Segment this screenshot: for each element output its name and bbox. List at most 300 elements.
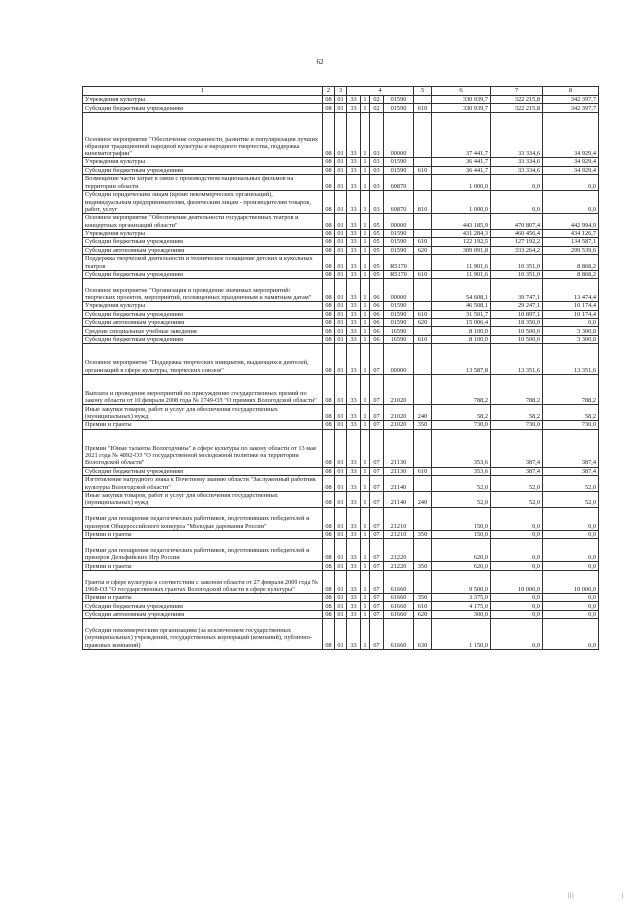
table-row <box>83 104 599 112</box>
subprogram-code: 1 <box>361 319 370 327</box>
amount-year-2: 33 334,6 <box>491 112 543 157</box>
section-code: 08 <box>323 310 335 318</box>
subsection-code: 01 <box>335 467 347 475</box>
table-row <box>83 327 599 335</box>
section-code: 08 <box>323 429 335 467</box>
amount-year-2: 18 350,0 <box>491 319 543 327</box>
section-code: 08 <box>323 610 335 618</box>
section-code: 08 <box>323 335 335 343</box>
section-code: 08 <box>323 327 335 335</box>
amount-year-1: 620,0 <box>432 562 491 570</box>
amount-year-3: 3 300,0 <box>543 327 599 335</box>
subprogram-code: 1 <box>361 310 370 318</box>
program-code: 33 <box>347 254 361 270</box>
event-code: 07 <box>370 467 384 475</box>
direction-code: 16590 <box>384 335 414 343</box>
amount-year-3: 58,2 <box>543 405 599 421</box>
event-code: 02 <box>370 96 384 104</box>
section-code: 08 <box>323 302 335 310</box>
amount-year-3: 0,0 <box>543 507 599 530</box>
expense-type-code <box>414 570 432 593</box>
amount-year-3: 34 929,4 <box>543 158 599 166</box>
amount-year-1: 330 939,7 <box>432 104 491 112</box>
expense-type-code <box>414 374 432 405</box>
subsection-code: 01 <box>335 302 347 310</box>
section-code: 08 <box>323 344 335 375</box>
table-row <box>83 166 599 174</box>
header-cell: 2 <box>323 87 335 96</box>
amount-year-2: 39 747,1 <box>491 279 543 302</box>
program-code: 33 <box>347 327 361 335</box>
row-name: Субсидии бюджетным учреждениям <box>83 310 323 318</box>
event-code: 06 <box>370 327 384 335</box>
event-code: 07 <box>370 405 384 421</box>
header-cell: 3 <box>335 87 347 96</box>
event-code: 05 <box>370 270 384 278</box>
amount-year-2: 470 807,4 <box>491 213 543 229</box>
amount-year-3: 442 994,9 <box>543 213 599 229</box>
amount-year-1: 13 587,8 <box>432 344 491 375</box>
amount-year-2: 58,2 <box>491 405 543 421</box>
expense-type-code <box>414 279 432 302</box>
subsection-code: 01 <box>335 344 347 375</box>
direction-code: 01590 <box>384 166 414 174</box>
event-code: 05 <box>370 246 384 254</box>
subprogram-code: 1 <box>361 405 370 421</box>
program-code: 33 <box>347 562 361 570</box>
expense-type-code <box>414 327 432 335</box>
section-code: 08 <box>323 562 335 570</box>
row-name: Премии и гранты <box>83 562 323 570</box>
amount-year-2: 52,0 <box>491 476 543 492</box>
program-code: 33 <box>347 491 361 507</box>
event-code: 07 <box>370 610 384 618</box>
subprogram-code: 1 <box>361 619 370 650</box>
subprogram-code: 1 <box>361 539 370 562</box>
amount-year-2: 322 215,8 <box>491 104 543 112</box>
table-row <box>83 270 599 278</box>
row-name: Основное мероприятие "Поддержка творческих инициатив, выдающихся деятелей, организаций в сфере культуры, творческих союзов" <box>83 344 323 375</box>
amount-year-2: 10 351,0 <box>491 254 543 270</box>
amount-year-1: 11 901,6 <box>432 254 491 270</box>
event-code: 03 <box>370 158 384 166</box>
amount-year-2: 10 897,1 <box>491 310 543 318</box>
row-name: Возмещение части затрат в связи с производством национальных фильмов на территории области <box>83 174 323 190</box>
direction-code: 61660 <box>384 619 414 650</box>
amount-year-1: 788,2 <box>432 374 491 405</box>
amount-year-3: 10 174,4 <box>543 310 599 318</box>
subprogram-code: 1 <box>361 507 370 530</box>
program-code: 33 <box>347 190 361 213</box>
row-name: Субсидии бюджетным учреждениям <box>83 104 323 112</box>
subsection-code: 01 <box>335 254 347 270</box>
section-code: 08 <box>323 229 335 237</box>
program-code: 33 <box>347 421 361 429</box>
subprogram-code: 1 <box>361 254 370 270</box>
amount-year-2: 333 264,2 <box>491 246 543 254</box>
program-code: 33 <box>347 310 361 318</box>
subsection-code: 01 <box>335 96 347 104</box>
table-row <box>83 570 599 593</box>
amount-year-3: 10 174,4 <box>543 302 599 310</box>
program-code: 33 <box>347 405 361 421</box>
subsection-code: 01 <box>335 158 347 166</box>
amount-year-3: 0,0 <box>543 190 599 213</box>
subsection-code: 01 <box>335 166 347 174</box>
program-code: 33 <box>347 270 361 278</box>
table-row <box>83 610 599 618</box>
section-code: 08 <box>323 104 335 112</box>
direction-code: 21220 <box>384 539 414 562</box>
direction-code: 01590 <box>384 96 414 104</box>
table-row <box>83 158 599 166</box>
amount-year-1: 54 608,1 <box>432 279 491 302</box>
direction-code: 16590 <box>384 327 414 335</box>
subprogram-code: 1 <box>361 562 370 570</box>
amount-year-3: 0,0 <box>543 319 599 327</box>
expense-type-code: 620 <box>414 246 432 254</box>
subprogram-code: 1 <box>361 491 370 507</box>
event-code: 03 <box>370 166 384 174</box>
subsection-code: 01 <box>335 112 347 157</box>
subsection-code: 01 <box>335 335 347 343</box>
amount-year-1: 353,6 <box>432 429 491 467</box>
subsection-code: 01 <box>335 405 347 421</box>
table-row <box>83 562 599 570</box>
row-name: Субсидии бюджетным учреждениям <box>83 166 323 174</box>
amount-year-3: 8 868,2 <box>543 254 599 270</box>
event-code: 06 <box>370 335 384 343</box>
amount-year-3: 0,0 <box>543 562 599 570</box>
program-code: 33 <box>347 319 361 327</box>
program-code: 33 <box>347 166 361 174</box>
table-row <box>83 238 599 246</box>
amount-year-2: 460 456,4 <box>491 229 543 237</box>
expense-type-code <box>414 96 432 104</box>
amount-year-3: 10 000,0 <box>543 570 599 593</box>
section-code: 08 <box>323 279 335 302</box>
subsection-code: 01 <box>335 476 347 492</box>
amount-year-2: 0,0 <box>491 174 543 190</box>
direction-code: 01590 <box>384 229 414 237</box>
section-code: 08 <box>323 166 335 174</box>
expense-type-code: 350 <box>414 562 432 570</box>
program-code: 33 <box>347 229 361 237</box>
row-name: Учреждения культуры <box>83 229 323 237</box>
amount-year-2: 387,4 <box>491 467 543 475</box>
event-code: 02 <box>370 104 384 112</box>
amount-year-3: 134 587,1 <box>543 238 599 246</box>
program-code: 33 <box>347 429 361 467</box>
row-name: Субсидии бюджетным учреждениям <box>83 270 323 278</box>
row-name: Субсидии бюджетным учреждениям <box>83 238 323 246</box>
row-name: Субсидии автономным учреждениям <box>83 246 323 254</box>
subsection-code: 01 <box>335 570 347 593</box>
amount-year-2: 29 247,1 <box>491 302 543 310</box>
amount-year-2: 0,0 <box>491 530 543 538</box>
amount-year-3: 730,0 <box>543 421 599 429</box>
expense-type-code <box>414 112 432 157</box>
expense-type-code <box>414 344 432 375</box>
event-code: 07 <box>370 619 384 650</box>
amount-year-2: 52,0 <box>491 491 543 507</box>
direction-code: 00000 <box>384 279 414 302</box>
subsection-code: 01 <box>335 491 347 507</box>
subprogram-code: 1 <box>361 530 370 538</box>
expense-type-code: 610 <box>414 270 432 278</box>
section-code: 08 <box>323 602 335 610</box>
subprogram-code: 1 <box>361 270 370 278</box>
section-code: 08 <box>323 174 335 190</box>
row-name: Гранты в сфере культуры в соответствии с законом области от 27 февраля 2009 года № 1968-ОЗ "О государственных грантах Вологодской области в сфере культуры" <box>83 570 323 593</box>
row-name: Субсидии бюджетным учреждениям <box>83 467 323 475</box>
row-name: Субсидии автономным учреждениям <box>83 319 323 327</box>
direction-code: 01590 <box>384 302 414 310</box>
subprogram-code: 1 <box>361 593 370 601</box>
program-code: 33 <box>347 112 361 157</box>
amount-year-3: 0,0 <box>543 530 599 538</box>
subsection-code: 01 <box>335 593 347 601</box>
program-code: 33 <box>347 374 361 405</box>
header-cell: 7 <box>491 87 543 96</box>
row-name: Поддержка творческой деятельности и техническое оснащение детских и кукольных театров <box>83 254 323 270</box>
page-number: 62 <box>316 58 324 66</box>
program-code: 33 <box>347 619 361 650</box>
event-code: 03 <box>370 190 384 213</box>
section-code: 08 <box>323 246 335 254</box>
expense-type-code <box>414 302 432 310</box>
expense-type-code: 610 <box>414 166 432 174</box>
program-code: 33 <box>347 104 361 112</box>
program-code: 33 <box>347 335 361 343</box>
expense-type-code <box>414 254 432 270</box>
section-code: 08 <box>323 319 335 327</box>
event-code: 03 <box>370 112 384 157</box>
table-row <box>83 279 599 302</box>
amount-year-3: 52,0 <box>543 476 599 492</box>
direction-code: R5170 <box>384 254 414 270</box>
subsection-code: 01 <box>335 539 347 562</box>
subsection-code: 01 <box>335 319 347 327</box>
amount-year-2: 10 351,0 <box>491 270 543 278</box>
expense-type-code: 350 <box>414 421 432 429</box>
section-code: 08 <box>323 213 335 229</box>
expense-type-code <box>414 539 432 562</box>
amount-year-1: 620,0 <box>432 539 491 562</box>
subprogram-code: 1 <box>361 229 370 237</box>
amount-year-2: 10 500,0 <box>491 335 543 343</box>
table-body <box>83 87 599 650</box>
row-name: Премии для поощрения педагогических работников, подготовивших победителей и призеров Общероссийского конкурса "Молодые дарования России" <box>83 507 323 530</box>
subprogram-code: 1 <box>361 246 370 254</box>
header-cell: 1 <box>83 87 323 96</box>
amount-year-1: 309 091,8 <box>432 246 491 254</box>
subsection-code: 01 <box>335 602 347 610</box>
program-code: 33 <box>347 302 361 310</box>
section-code: 08 <box>323 619 335 650</box>
expense-type-code <box>414 476 432 492</box>
row-name: Премии и гранты <box>83 530 323 538</box>
row-name: Премии "Юные таланты Вологодчины" в сфере культуры по закону области от 13 мая 2021 года № 4892-ОЗ "О государственной молодежной политике на территории Вологодской области" <box>83 429 323 467</box>
amount-year-1: 431 284,3 <box>432 229 491 237</box>
amount-year-1: 8 100,0 <box>432 327 491 335</box>
expense-type-code: 610 <box>414 104 432 112</box>
amount-year-1: 58,2 <box>432 405 491 421</box>
row-name: Учреждения культуры <box>83 158 323 166</box>
direction-code: 21220 <box>384 562 414 570</box>
expense-type-code <box>414 429 432 467</box>
event-code: 05 <box>370 238 384 246</box>
amount-year-3: 0,0 <box>543 619 599 650</box>
amount-year-2: 788,2 <box>491 374 543 405</box>
expense-type-code: 610 <box>414 335 432 343</box>
table-row <box>83 593 599 601</box>
table-row <box>83 335 599 343</box>
amount-year-1: 1 150,0 <box>432 619 491 650</box>
subsection-code: 01 <box>335 229 347 237</box>
amount-year-3: 0,0 <box>543 593 599 601</box>
row-name: Субсидии бюджетным учреждениям <box>83 335 323 343</box>
expense-type-code: 620 <box>414 610 432 618</box>
amount-year-2: 10 000,0 <box>491 570 543 593</box>
amount-year-2: 730,0 <box>491 421 543 429</box>
subprogram-code: 1 <box>361 374 370 405</box>
table-row <box>83 96 599 104</box>
subprogram-code: 1 <box>361 610 370 618</box>
subprogram-code: 1 <box>361 467 370 475</box>
event-code: 07 <box>370 562 384 570</box>
subprogram-code: 1 <box>361 213 370 229</box>
section-code: 08 <box>323 467 335 475</box>
table-header-row <box>83 87 599 96</box>
direction-code: 00000 <box>384 112 414 157</box>
section-code: 08 <box>323 593 335 601</box>
subprogram-code: 1 <box>361 602 370 610</box>
section-code: 08 <box>323 190 335 213</box>
table-row <box>83 319 599 327</box>
amount-year-1: 122 192,5 <box>432 238 491 246</box>
amount-year-2: 387,4 <box>491 429 543 467</box>
table-row <box>83 405 599 421</box>
row-name: Основное мероприятие "Обеспечение сохранности, развитие и популяризация лучших образцов традиционной народной культуры и народного творчества, поддержка кинематографии" <box>83 112 323 157</box>
event-code: 05 <box>370 229 384 237</box>
event-code: 07 <box>370 421 384 429</box>
expense-type-code <box>414 213 432 229</box>
amount-year-1: 37 441,7 <box>432 112 491 157</box>
table-row <box>83 254 599 270</box>
program-code: 33 <box>347 174 361 190</box>
amount-year-2: 10 500,0 <box>491 327 543 335</box>
expense-type-code: 610 <box>414 602 432 610</box>
amount-year-2: 0,0 <box>491 562 543 570</box>
direction-code: 01590 <box>384 238 414 246</box>
subsection-code: 01 <box>335 421 347 429</box>
program-code: 33 <box>347 507 361 530</box>
subsection-code: 01 <box>335 327 347 335</box>
table-row <box>83 174 599 190</box>
event-code: 07 <box>370 507 384 530</box>
direction-code: 01590 <box>384 158 414 166</box>
event-code: 06 <box>370 279 384 302</box>
amount-year-3: 34 929,4 <box>543 166 599 174</box>
direction-code: 21140 <box>384 476 414 492</box>
subprogram-code: 1 <box>361 190 370 213</box>
amount-year-3: 299 539,6 <box>543 246 599 254</box>
amount-year-3: 387,4 <box>543 467 599 475</box>
header-cell: 8 <box>543 87 599 96</box>
direction-code: 21020 <box>384 374 414 405</box>
section-code: 08 <box>323 491 335 507</box>
expense-type-code: 240 <box>414 405 432 421</box>
row-name: Иные закупки товаров, работ и услуг для обеспечения государственных (муниципальных) нужд <box>83 491 323 507</box>
amount-year-1: 443 185,9 <box>432 213 491 229</box>
expense-type-code: 240 <box>414 491 432 507</box>
program-code: 33 <box>347 279 361 302</box>
table-row <box>83 530 599 538</box>
header-cell: 5 <box>414 87 432 96</box>
event-code: 07 <box>370 539 384 562</box>
amount-year-1: 9 500,0 <box>432 570 491 593</box>
section-code: 08 <box>323 270 335 278</box>
amount-year-2: 0,0 <box>491 190 543 213</box>
subsection-code: 01 <box>335 530 347 538</box>
expense-type-code <box>414 229 432 237</box>
section-code: 08 <box>323 112 335 157</box>
program-code: 33 <box>347 246 361 254</box>
amount-year-3: 434 126,7 <box>543 229 599 237</box>
row-name: Субсидии автономным учреждениям <box>83 610 323 618</box>
direction-code: 21140 <box>384 491 414 507</box>
subsection-code: 01 <box>335 174 347 190</box>
table-row <box>83 429 599 467</box>
subsection-code: 01 <box>335 610 347 618</box>
subprogram-code: 1 <box>361 302 370 310</box>
direction-code: 60870 <box>384 190 414 213</box>
direction-code: 61660 <box>384 610 414 618</box>
table-row <box>83 539 599 562</box>
subprogram-code: 1 <box>361 344 370 375</box>
expense-type-code <box>414 158 432 166</box>
table-row <box>83 374 599 405</box>
amount-year-3: 0,0 <box>543 602 599 610</box>
subprogram-code: 1 <box>361 174 370 190</box>
direction-code: 01590 <box>384 104 414 112</box>
amount-year-1: 353,6 <box>432 467 491 475</box>
amount-year-1: 11 901,6 <box>432 270 491 278</box>
event-code: 07 <box>370 602 384 610</box>
subsection-code: 01 <box>335 279 347 302</box>
subprogram-code: 1 <box>361 104 370 112</box>
amount-year-2: 13 351,6 <box>491 344 543 375</box>
table-row <box>83 344 599 375</box>
program-code: 33 <box>347 344 361 375</box>
direction-code: 01590 <box>384 319 414 327</box>
program-code: 33 <box>347 96 361 104</box>
amount-year-3: 3 300,0 <box>543 335 599 343</box>
amount-year-3: 13 474,4 <box>543 279 599 302</box>
row-name: Премии для поощрения педагогических работников, подготовивших победителей и призеров Дельфийских Игр России <box>83 539 323 562</box>
direction-code: 01590 <box>384 310 414 318</box>
table-row <box>83 302 599 310</box>
section-code: 08 <box>323 539 335 562</box>
amount-year-1: 150,0 <box>432 507 491 530</box>
subsection-code: 01 <box>335 246 347 254</box>
program-code: 33 <box>347 213 361 229</box>
amount-year-3: 0,0 <box>543 174 599 190</box>
subprogram-code: 1 <box>361 112 370 157</box>
subprogram-code: 1 <box>361 158 370 166</box>
subprogram-code: 1 <box>361 96 370 104</box>
